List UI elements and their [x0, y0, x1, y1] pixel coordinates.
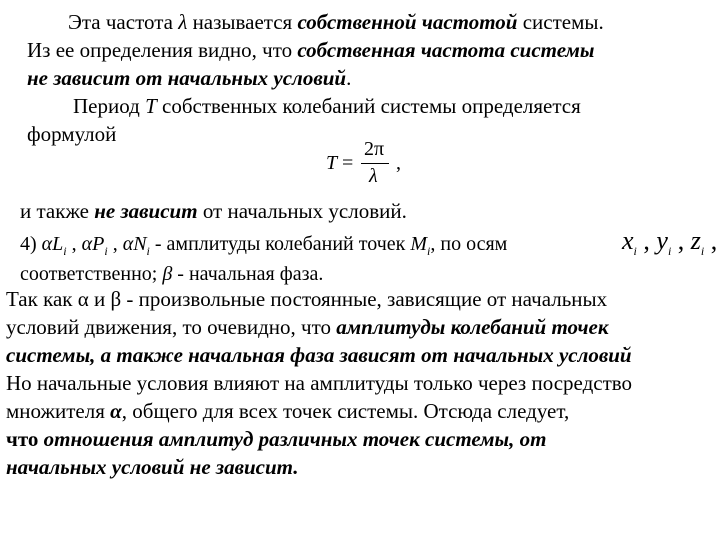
text: . — [346, 66, 352, 90]
paragraph-line-11 — [6, 343, 632, 367]
axes-formula — [622, 226, 717, 266]
beta-symbol: β — [162, 263, 173, 285]
period-formula — [320, 138, 420, 188]
formula-comma: , — [396, 152, 401, 174]
text: Из ее определения видно, что — [27, 38, 298, 62]
point-symbol: M — [410, 233, 428, 255]
formula-equals: = — [342, 152, 354, 174]
subscript: i — [104, 244, 108, 258]
text: Но начальные условия влияют на амплитуды только через посредство — [6, 371, 633, 395]
amplitude-z: αN — [122, 233, 147, 255]
paragraph-line-13 — [6, 399, 569, 423]
alpha-symbol: α — [110, 399, 122, 423]
emphasis-text: не зависит — [94, 199, 198, 223]
subscript: i — [633, 244, 637, 259]
text: Период — [73, 94, 146, 118]
text: Так как α и β - произвольные постоянные, зависящие от начальных — [6, 287, 608, 311]
subscript: i — [667, 244, 672, 259]
text: от начальных условий. — [197, 199, 407, 223]
paragraph-line-4 — [73, 94, 581, 118]
paragraph-line-2 — [27, 38, 594, 62]
text: и также — [20, 199, 95, 223]
paragraph-line-15 — [6, 455, 299, 479]
axis-z: z — [690, 226, 701, 255]
text: , по осям — [430, 233, 508, 255]
text: Эта частота — [68, 10, 179, 34]
subscript: i — [700, 244, 705, 259]
axis-x: x — [622, 226, 634, 255]
paragraph-line-3 — [27, 66, 351, 90]
separator: , — [643, 226, 650, 255]
text: собственных колебаний системы определяется — [156, 94, 581, 118]
paragraph-line-8 — [20, 262, 323, 286]
paragraph-line-10 — [6, 315, 608, 339]
subscript: i — [427, 244, 431, 258]
fraction-bar — [361, 163, 389, 164]
text: соответственно; — [20, 263, 163, 285]
text: системы. — [517, 10, 604, 34]
formula-denominator: λ — [369, 165, 378, 187]
separator: , — [677, 226, 685, 255]
paragraph-line-6 — [20, 199, 407, 223]
emphasis-text: начальных условий не зависит. — [6, 455, 299, 479]
text: , — [107, 233, 123, 255]
text: называется — [187, 10, 298, 34]
amplitude-y: αP — [81, 233, 105, 255]
period-symbol: T — [145, 94, 157, 118]
paragraph-line-12 — [6, 371, 632, 395]
lambda-symbol: λ — [178, 10, 188, 34]
text: - амплитуды колебаний точек — [149, 233, 411, 255]
text: 4) — [20, 233, 42, 255]
formula-numerator: 2π — [364, 138, 385, 160]
emphasis-text: амплитуды колебаний точек — [336, 315, 609, 339]
amplitude-x: αL — [41, 233, 64, 255]
text: - начальная фаза. — [172, 263, 324, 285]
paragraph-line-7 — [20, 232, 507, 263]
text: формулой — [27, 122, 117, 146]
formula-lhs: T — [326, 152, 338, 174]
separator: , — [710, 226, 718, 255]
subscript: i — [146, 244, 150, 258]
emphasis-text: отношения амплитуд различных точек системы, от — [43, 427, 547, 451]
paragraph-line-5 — [27, 122, 116, 146]
emphasis-text: не зависит от начальных условий — [27, 66, 347, 90]
text: , — [66, 233, 82, 255]
text: множителя — [6, 399, 111, 423]
paragraph-line-1 — [68, 10, 604, 34]
text: что — [6, 427, 44, 451]
emphasis-text: собственной частотой — [297, 10, 518, 34]
subscript: i — [63, 244, 67, 258]
emphasis-text: системы, а также начальная фаза зависят от начальных условий — [6, 343, 632, 367]
paragraph-line-14 — [6, 427, 546, 451]
paragraph-line-9 — [6, 287, 607, 311]
emphasis-text: собственная частота системы — [297, 38, 595, 62]
text: условий движения, то очевидно, что — [6, 315, 337, 339]
axis-y: y — [656, 226, 668, 255]
text: , общего для всех точек системы. Отсюда следует, — [121, 399, 570, 423]
